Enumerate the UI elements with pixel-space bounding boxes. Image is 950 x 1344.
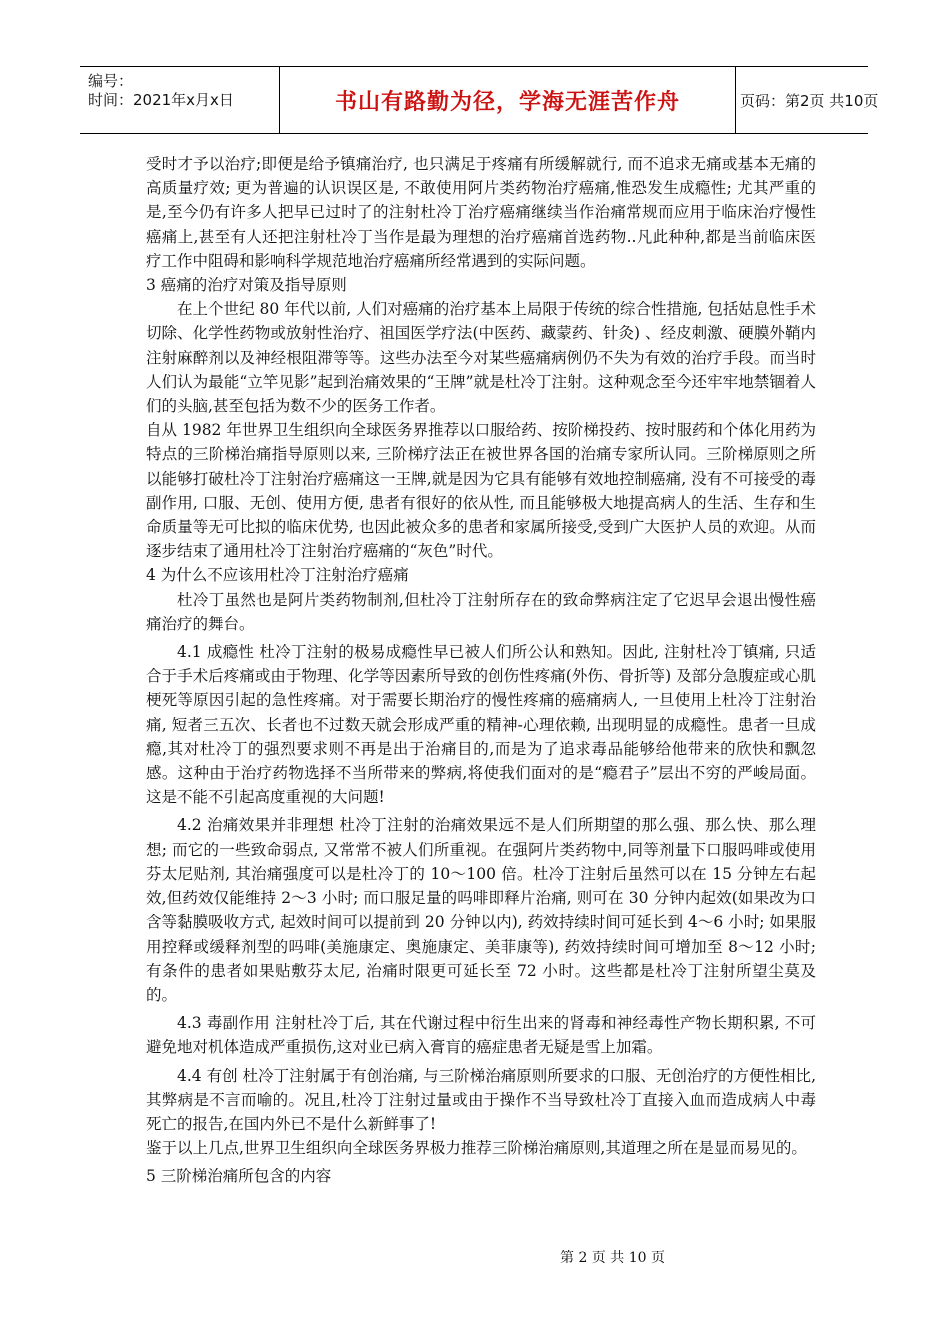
serial-number-label: 编号： [88, 72, 134, 90]
header-motto-cell [280, 67, 736, 133]
paragraph-continued: 受时才予以治疗;即便是给予镇痛治疗, 也只满足于疼痛有所缓解就行, 而不追求无痛或基本无痛的高质量疗效; 更为普遍的认识误区是, 不敢使用阿片类药物治疗癌痛,惟恐发生成瘾性; 尤其严重的是,至今仍有许多人把早已过时了的注射杜冷丁治疗癌痛继续当作治痛常规而应用于临床治疗慢性癌痛上,甚至有人还把注射杜冷丁当作是最为理想的治疗癌痛首选药物..凡此种种,都是当前临床医疗工作中阻碍和影响科学规范地治疗癌痛所经常遇到的实际问题。 [146, 155, 816, 270]
footer-page-number: 第 2 页 共 10 页 [560, 1250, 665, 1266]
paragraph-intro-4: 杜冷丁虽然也是阿片类药物制剂,但杜冷丁注射所存在的致命弊病注定了它迟早会退出慢性癌痛治疗的舞台。 [146, 590, 816, 633]
paragraph-three-step: 自从 1982 年世界卫生组织向全球医务界推荐以口服给药、按阶梯投药、按时服药和个体化用药为特点的三阶梯治痛指导原则以来, 三阶梯疗法正在被世界各国的治痛专家所认同。三阶梯原则之所以能够打破杜冷丁注射治疗癌痛这一王牌,就是因为它具有能够有效地控制癌痛, 没有不可接受的毒副作用, 口服、无创、使用方便, 患者有很好的依从性, 而且能够极大地提高病人的生活、生存和生命质量等无可比拟的临床优势, 也因此被众多的患者和家属所接受,受到广大医护人员的欢迎。从而逐步结束了通用杜冷丁注射治疗癌痛的“灰色”时代。 [146, 421, 816, 561]
document-body [146, 152, 816, 1189]
paragraph-4-4: 4.4 有创 杜冷丁注射属于有创治痛, 与三阶梯治痛原则所要求的口服、无创治疗的方便性相比, 其弊病是不言而喻的。况且,杜冷丁注射过量或由于操作不当导致杜冷丁直接入血而造成病人中毒死亡的报告,在国内外已不是什么新鲜事了! [146, 1066, 816, 1133]
page-number-label: 页码：第2页 共10页 [740, 91, 879, 110]
paragraph-4-2: 4.2 治痛效果并非理想 杜冷丁注射的治痛效果远不是人们所期望的那么强、那么快、那么理想; 而它的一些致命弱点, 又常常不被人们所重视。在强阿片类药物中,同等剂量下口服吗啡或使用芬太尼贴剂, 其治痛强度可以是杜冷丁的 10～100 倍。杜冷丁注射后虽然可以在 15 分钟左右起效,但药效仅能维持 2～3 小时; 而口服足量的吗啡即释片治痛, 则可在 30 分钟内起效(如果改为口含等黏膜吸收方式, 起效时间可以提前到 20 分钟以内), 药效持续时间可延长到 4～6 小时; 如果服用控释或缓释剂型的吗啡(美施康定、奥施康定、美菲康等), 药效持续时间可增加至 8～12 小时; 有条件的患者如果贴敷芬太尼, 治痛时限更可延长至 72 小时。这些都是杜冷丁注射所望尘莫及的。 [146, 816, 816, 1004]
paragraph-history: 在上个世纪 80 年代以前, 人们对癌痛的治疗基本上局限于传统的综合性措施, 包括姑息性手术切除、化学性药物或放射性治疗、祖国医学疗法(中医药、藏蒙药、针灸) 、经皮刺激、硬膜外鞘内注射麻醉剂以及神经根阻滞等等。这些办法至今对某些癌痛病例仍不失为有效的治疗手段。而当时人们认为最能“立竿见影”起到治痛效果的“王牌”就是杜冷丁注射。这种观念至今还牢牢地禁锢着人们的头脑,甚至包括为数不少的医务工作者。 [146, 300, 816, 416]
paragraph-4-1: 4.1 成瘾性 杜冷丁注射的极易成瘾性早已被人们所公认和熟知。因此, 注射杜冷丁镇痛, 只适合于手术后疼痛或由于物理、化学等因素所导致的创伤性疼痛(外伤、骨折等) 及部分急腹症或心肌梗死等原因引起的急性疼痛。对于需要长期治疗的慢性疼痛的癌痛病人, 一旦使用上杜冷丁注射治痛, 短者三五次、长者也不过数天就会形成严重的精神-心理依赖, 出现明显的成瘾性。患者一旦成瘾,其对杜冷丁的强烈要求则不再是出于治痛目的,而是为了追求毒品能够给他带来的欣快和飘忽感。这种由于治疗药物选择不当所带来的弊病,将使我们面对的是“瘾君子”层出不穷的严峻局面。这是不能不引起高度重视的大问题! [146, 643, 816, 807]
section-heading-4: 4 为什么不应该用杜冷丁注射治疗癌痛 [146, 566, 409, 585]
section-heading-3: 3 癌痛的治疗对策及指导原则 [146, 276, 347, 295]
paragraph-4-3: 4.3 毒副作用 注射杜冷丁后, 其在代谢过程中衍生出来的肾毒和神经毒性产物长期积累, 不可避免地对机体造成严重损伤,这对业已病入膏肓的癌症患者无疑是雪上加霜。 [146, 1014, 816, 1057]
page-header [80, 66, 879, 134]
date-label: 时间：2021年x月x日 [88, 91, 234, 109]
paragraph-conclusion: 鉴于以上几点,世界卫生组织向全球医务界极力推荐三阶梯治痛原则,其道理之所在是显而易见的。 [146, 1139, 807, 1158]
section-heading-5: 5 三阶梯治痛所包含的内容 [146, 1167, 332, 1186]
header-page-cell [740, 67, 879, 133]
page-footer [560, 1247, 665, 1267]
motto-text: 书山有路勤为径，学海无涯苦作舟 [334, 89, 680, 115]
header-info-cell [80, 67, 280, 133]
